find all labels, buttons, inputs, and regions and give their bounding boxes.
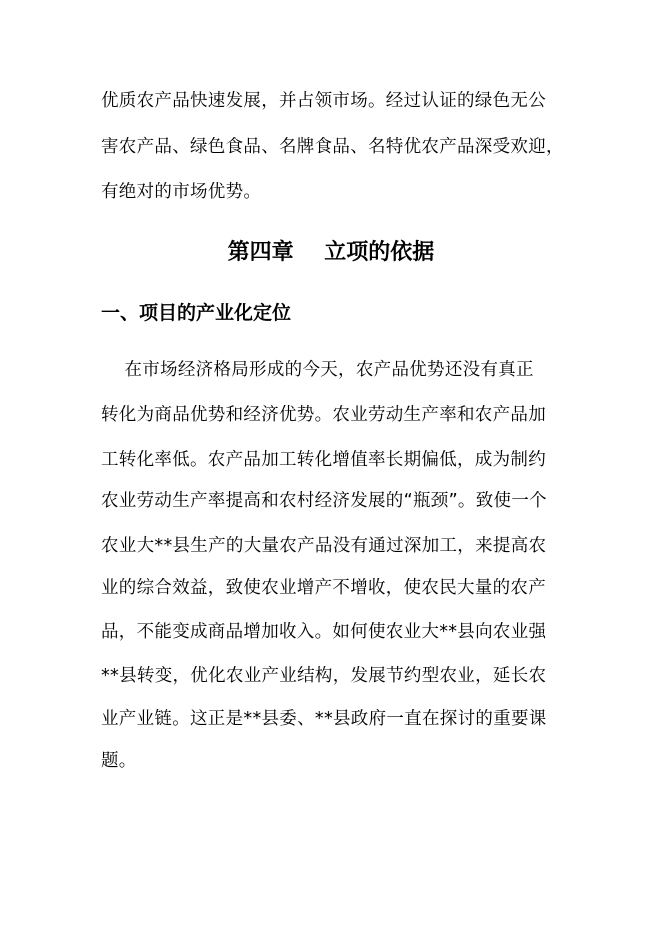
section-title: 一、项目的产业化定位 <box>101 302 292 324</box>
body-line: 转化为商品优势和经济优势。农业劳动生产率和农产品加 <box>101 405 546 425</box>
chapter-title: 第四章 立项的依据 <box>227 240 435 265</box>
body-line: 业产业链。这正是**县委、**县政府一直在探讨的重要课 <box>101 709 547 729</box>
body-line: 工转化率低。农产品加工转化增值率长期偏低，成为制约 <box>101 450 546 470</box>
body-line: 农业劳动生产率提高和农村经济发展的“瓶颈”。致使一个 <box>101 491 547 511</box>
intro-line: 有绝对的市场优势。 <box>101 182 262 202</box>
body-line: **县转变，优化农业产业结构，发展节约型农业，延长农 <box>101 666 547 686</box>
intro-line: 害农产品、绿色食品、名牌食品、名特优农产品深受欢迎， <box>101 137 564 157</box>
body-line: 农业大**县生产的大量农产品没有通过深加工，来提高农 <box>101 536 547 556</box>
body-line: 品，不能变成商品增加收入。如何使农业大**县向农业强 <box>101 622 547 642</box>
body-line: 在市场经济格局形成的今天，农产品优势还没有真正 <box>101 360 534 380</box>
intro-line: 优质农产品快速发展，并占领市场。经过认证的绿色无公 <box>101 91 546 111</box>
body-line: 题。 <box>101 751 137 771</box>
body-line: 业的综合效益，致使农业增产不增收，使农民大量的农产 <box>101 578 546 598</box>
